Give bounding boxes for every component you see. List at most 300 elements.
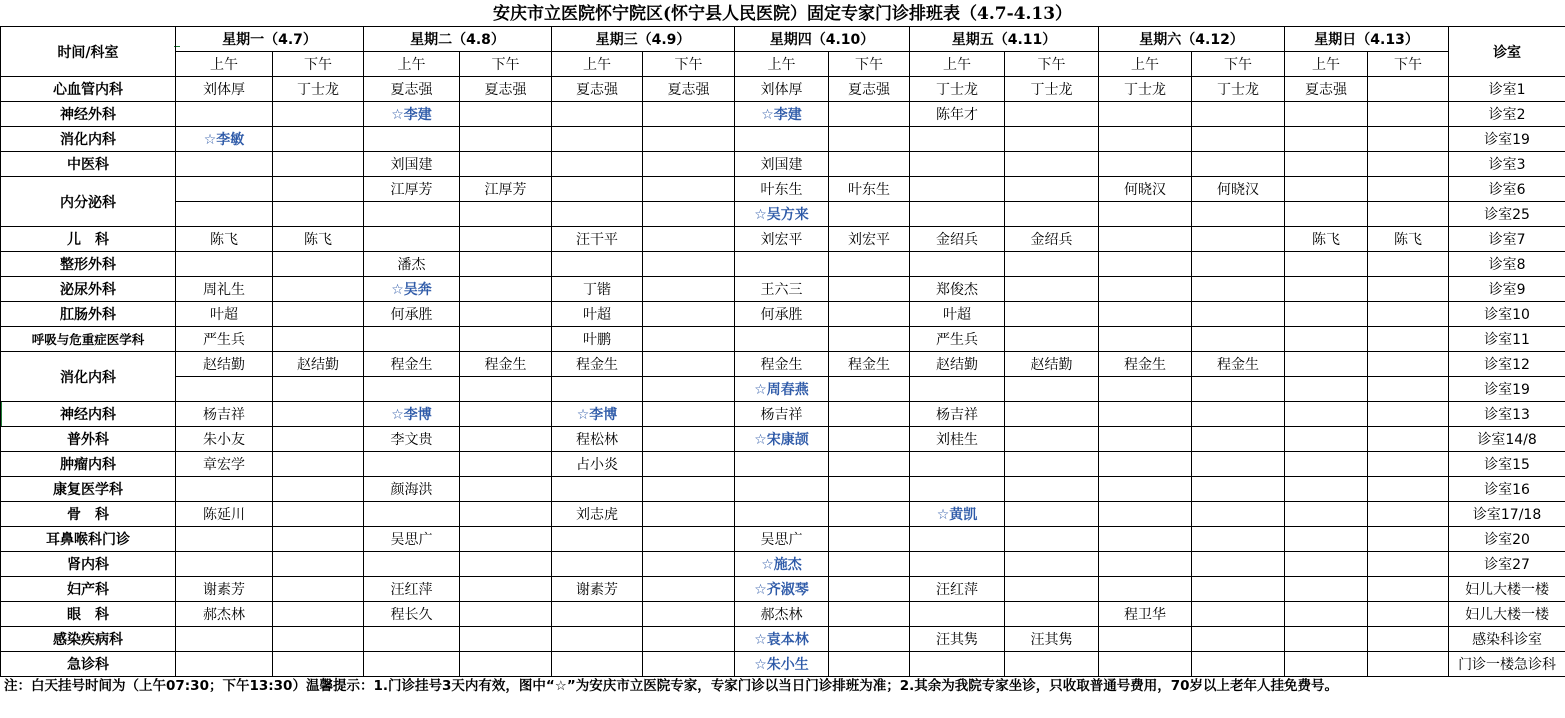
doctor-cell bbox=[1099, 177, 1192, 202]
doctor-name: 潘杰 bbox=[397, 257, 426, 273]
page-title: 安庆市立医院怀宁院区(怀宁县人民医院）固定专家门诊排班表（4.7-4.13） bbox=[492, 4, 1073, 24]
doctor-cell bbox=[460, 477, 552, 502]
doctor-name: 陈年才 bbox=[936, 107, 979, 123]
doctor-cell bbox=[460, 527, 552, 552]
doctor-name: 叶鹏 bbox=[583, 332, 611, 348]
doctor-cell bbox=[1005, 102, 1099, 127]
doctor-cell bbox=[1285, 202, 1368, 227]
doctor-cell bbox=[1285, 277, 1368, 302]
dept-cell: 妇产科 bbox=[1, 577, 176, 602]
doctor-cell bbox=[1005, 652, 1099, 677]
doctor-name: 赵结勤 bbox=[936, 357, 979, 373]
doctor-cell bbox=[552, 577, 643, 602]
pm-header: 下午 bbox=[460, 52, 552, 77]
doctor-cell bbox=[1005, 302, 1099, 327]
doctor-name: 李文贵 bbox=[390, 432, 433, 448]
dept-column-header: 时间/科室 bbox=[1, 27, 176, 77]
doctor-cell bbox=[643, 277, 735, 302]
table-row bbox=[1, 127, 1565, 152]
doctor-name: 叶超 bbox=[583, 307, 611, 323]
doctor-cell bbox=[829, 77, 910, 102]
doctor-cell bbox=[910, 202, 1005, 227]
day-header: 星期二（4.8） bbox=[364, 27, 552, 52]
doctor-cell bbox=[1285, 352, 1368, 377]
doctor-cell bbox=[1192, 352, 1285, 377]
doctor-name: 汪其隽 bbox=[936, 632, 979, 648]
doctor-cell bbox=[643, 627, 735, 652]
doctor-name: 叶超 bbox=[943, 307, 972, 323]
table-row bbox=[1, 152, 1565, 177]
doctor-cell bbox=[829, 352, 910, 377]
doctor-cell bbox=[1192, 102, 1285, 127]
doctor-cell bbox=[1285, 477, 1368, 502]
dept-cell: 肿瘤内科 bbox=[1, 452, 176, 477]
doctor-cell bbox=[176, 102, 273, 127]
table-row bbox=[1, 327, 1565, 352]
doctor-cell bbox=[460, 177, 552, 202]
table-row bbox=[1, 302, 1565, 327]
doctor-cell bbox=[1285, 77, 1368, 102]
doctor-name: 程金生 bbox=[390, 357, 433, 373]
doctor-name: 程金生 bbox=[760, 357, 803, 373]
table-row bbox=[1, 402, 1565, 427]
doctor-cell bbox=[1368, 152, 1449, 177]
doctor-cell bbox=[1005, 602, 1099, 627]
doctor-name: 丁士龙 bbox=[936, 82, 979, 98]
doctor-cell bbox=[1285, 627, 1368, 652]
doctor-name: 陈飞 bbox=[1312, 232, 1341, 248]
doctor-cell bbox=[735, 502, 829, 527]
doctor-name: 刘宏平 bbox=[848, 232, 890, 248]
doctor-cell bbox=[1099, 427, 1192, 452]
visiting-expert-name: ☆袁本林 bbox=[754, 632, 809, 648]
doctor-cell bbox=[273, 527, 364, 552]
doctor-cell bbox=[1099, 527, 1192, 552]
doctor-name: 何承胜 bbox=[390, 307, 433, 323]
doctor-cell bbox=[176, 227, 273, 252]
doctor-cell bbox=[1368, 452, 1449, 477]
doctor-cell bbox=[1368, 277, 1449, 302]
doctor-name: 何晓汉 bbox=[1217, 182, 1260, 198]
doctor-cell bbox=[1192, 152, 1285, 177]
doctor-cell bbox=[552, 652, 643, 677]
dept-cell: 急诊科 bbox=[1, 652, 176, 677]
doctor-cell bbox=[176, 302, 273, 327]
visiting-expert-name: ☆李博 bbox=[391, 407, 432, 423]
table-row bbox=[1, 452, 1565, 477]
table-row bbox=[1, 77, 1565, 102]
doctor-cell bbox=[735, 577, 829, 602]
doctor-cell bbox=[735, 477, 829, 502]
table-row bbox=[1, 227, 1565, 252]
doctor-name: 谢素芳 bbox=[576, 582, 618, 598]
doctor-cell bbox=[273, 627, 364, 652]
pm-header: 下午 bbox=[1005, 52, 1099, 77]
doctor-cell bbox=[1005, 527, 1099, 552]
doctor-cell bbox=[1368, 327, 1449, 352]
doctor-cell bbox=[273, 602, 364, 627]
visiting-expert-name: ☆黄凯 bbox=[936, 507, 978, 523]
doctor-cell bbox=[910, 352, 1005, 377]
doctor-cell bbox=[829, 477, 910, 502]
doctor-name: 陈飞 bbox=[210, 232, 238, 248]
doctor-cell bbox=[364, 377, 460, 402]
doctor-name: 江厚芳 bbox=[484, 182, 527, 198]
doctor-cell bbox=[735, 127, 829, 152]
doctor-cell bbox=[552, 527, 643, 552]
doctor-cell bbox=[735, 652, 829, 677]
doctor-cell bbox=[364, 552, 460, 577]
doctor-cell bbox=[364, 502, 460, 527]
room-cell: 感染科诊室 bbox=[1449, 627, 1565, 652]
doctor-name: 严生兵 bbox=[203, 332, 245, 348]
doctor-cell bbox=[1192, 127, 1285, 152]
doctor-cell bbox=[273, 652, 364, 677]
doctor-name: 杨吉祥 bbox=[760, 407, 803, 423]
doctor-cell bbox=[1005, 452, 1099, 477]
visiting-expert-name: ☆周春燕 bbox=[754, 382, 809, 398]
doctor-cell bbox=[1285, 302, 1368, 327]
doctor-name: 叶东生 bbox=[760, 182, 803, 198]
doctor-name: 刘志虎 bbox=[576, 507, 618, 523]
table-row bbox=[1, 102, 1565, 127]
doctor-cell bbox=[1192, 77, 1285, 102]
doctor-cell bbox=[273, 427, 364, 452]
doctor-cell bbox=[643, 77, 735, 102]
dept-cell: 心血管内科 bbox=[1, 77, 176, 102]
doctor-cell bbox=[643, 352, 735, 377]
visiting-expert-name: ☆李建 bbox=[391, 107, 432, 123]
doctor-cell bbox=[1192, 652, 1285, 677]
table-row bbox=[1, 602, 1565, 627]
room-cell: 门诊一楼急诊科 bbox=[1449, 652, 1565, 677]
doctor-cell bbox=[273, 502, 364, 527]
doctor-cell bbox=[552, 502, 643, 527]
doctor-name: 丁锴 bbox=[583, 282, 611, 298]
doctor-cell bbox=[910, 502, 1005, 527]
doctor-cell bbox=[176, 602, 273, 627]
dept-cell: 眼 科 bbox=[1, 602, 176, 627]
doctor-name: 程金生 bbox=[848, 357, 890, 373]
doctor-cell bbox=[1368, 252, 1449, 277]
doctor-cell bbox=[1005, 352, 1099, 377]
day-header: 星期三（4.9） bbox=[552, 27, 735, 52]
doctor-cell bbox=[735, 402, 829, 427]
doctor-cell bbox=[460, 302, 552, 327]
doctor-cell bbox=[273, 402, 364, 427]
doctor-cell bbox=[552, 177, 643, 202]
doctor-cell bbox=[1285, 527, 1368, 552]
doctor-cell bbox=[735, 427, 829, 452]
doctor-cell bbox=[1192, 177, 1285, 202]
doctor-cell bbox=[829, 652, 910, 677]
doctor-cell bbox=[364, 452, 460, 477]
doctor-cell bbox=[829, 427, 910, 452]
table-row bbox=[1, 477, 1565, 502]
doctor-cell bbox=[273, 152, 364, 177]
room-cell: 诊室17/18 bbox=[1449, 502, 1565, 527]
doctor-cell bbox=[176, 77, 273, 102]
doctor-cell bbox=[1368, 652, 1449, 677]
doctor-cell bbox=[364, 627, 460, 652]
doctor-name: 丁士龙 bbox=[1030, 82, 1073, 98]
doctor-cell bbox=[829, 377, 910, 402]
doctor-cell bbox=[1005, 152, 1099, 177]
doctor-cell bbox=[176, 352, 273, 377]
doctor-cell bbox=[829, 527, 910, 552]
doctor-cell bbox=[364, 527, 460, 552]
doctor-cell bbox=[460, 377, 552, 402]
doctor-cell bbox=[910, 327, 1005, 352]
doctor-cell bbox=[910, 102, 1005, 127]
doctor-cell bbox=[829, 127, 910, 152]
doctor-cell bbox=[735, 277, 829, 302]
doctor-name: 陈延川 bbox=[203, 507, 245, 523]
doctor-cell bbox=[273, 302, 364, 327]
doctor-cell bbox=[1368, 552, 1449, 577]
doctor-cell bbox=[910, 277, 1005, 302]
doctor-cell bbox=[1099, 127, 1192, 152]
doctor-cell bbox=[460, 77, 552, 102]
doctor-cell bbox=[364, 327, 460, 352]
doctor-cell bbox=[1368, 77, 1449, 102]
doctor-cell bbox=[1099, 552, 1192, 577]
doctor-name: 吴思广 bbox=[390, 532, 433, 548]
pm-header: 下午 bbox=[1192, 52, 1285, 77]
doctor-cell bbox=[552, 202, 643, 227]
doctor-cell bbox=[1285, 652, 1368, 677]
doctor-cell bbox=[1368, 602, 1449, 627]
doctor-cell bbox=[552, 452, 643, 477]
doctor-cell bbox=[460, 327, 552, 352]
doctor-name: 程松林 bbox=[576, 432, 618, 448]
room-cell: 诊室1 bbox=[1449, 77, 1565, 102]
doctor-cell bbox=[910, 627, 1005, 652]
doctor-cell bbox=[176, 127, 273, 152]
doctor-cell bbox=[1005, 177, 1099, 202]
dept-cell: 肛肠外科 bbox=[1, 302, 176, 327]
doctor-cell bbox=[829, 227, 910, 252]
dept-cell: 内分泌科 bbox=[1, 177, 176, 227]
doctor-cell bbox=[1099, 152, 1192, 177]
dept-cell: 神经内科 bbox=[1, 402, 176, 427]
doctor-cell bbox=[176, 402, 273, 427]
doctor-cell bbox=[552, 402, 643, 427]
doctor-name: 赵结勤 bbox=[297, 357, 339, 373]
doctor-cell bbox=[643, 452, 735, 477]
room-cell: 诊室2 bbox=[1449, 102, 1565, 127]
doctor-cell bbox=[1005, 627, 1099, 652]
doctor-cell bbox=[910, 452, 1005, 477]
doctor-cell bbox=[364, 77, 460, 102]
room-cell: 诊室13 bbox=[1449, 402, 1565, 427]
visiting-expert-name: ☆李敏 bbox=[203, 132, 245, 148]
doctor-name: 谢素芳 bbox=[203, 582, 245, 598]
doctor-cell bbox=[176, 277, 273, 302]
doctor-cell bbox=[552, 302, 643, 327]
doctor-name: 程金生 bbox=[1124, 357, 1167, 373]
doctor-cell bbox=[273, 352, 364, 377]
doctor-cell bbox=[910, 227, 1005, 252]
doctor-cell bbox=[910, 427, 1005, 452]
doctor-cell bbox=[643, 177, 735, 202]
doctor-cell bbox=[273, 552, 364, 577]
doctor-cell bbox=[1099, 327, 1192, 352]
doctor-name: 刘国建 bbox=[760, 157, 803, 173]
doctor-name: 金绍兵 bbox=[1030, 232, 1073, 248]
room-cell: 诊室11 bbox=[1449, 327, 1565, 352]
dept-cell: 消化内科 bbox=[1, 127, 176, 152]
doctor-cell bbox=[1099, 627, 1192, 652]
doctor-name: 郝杰林 bbox=[203, 607, 245, 623]
doctor-cell bbox=[176, 552, 273, 577]
doctor-cell bbox=[1099, 577, 1192, 602]
doctor-cell bbox=[735, 177, 829, 202]
doctor-cell bbox=[910, 477, 1005, 502]
doctor-cell bbox=[829, 577, 910, 602]
doctor-cell bbox=[1099, 227, 1192, 252]
am-header: 上午 bbox=[552, 52, 643, 77]
doctor-name: 郝杰林 bbox=[760, 607, 803, 623]
doctor-name: 程卫华 bbox=[1124, 607, 1167, 623]
doctor-name: 刘桂生 bbox=[936, 432, 979, 448]
doctor-cell bbox=[1192, 577, 1285, 602]
doctor-cell bbox=[1285, 327, 1368, 352]
doctor-cell bbox=[460, 602, 552, 627]
doctor-cell bbox=[1368, 402, 1449, 427]
room-cell: 诊室6 bbox=[1449, 177, 1565, 202]
doctor-cell bbox=[829, 502, 910, 527]
doctor-cell bbox=[910, 577, 1005, 602]
doctor-cell bbox=[273, 227, 364, 252]
room-cell: 诊室10 bbox=[1449, 302, 1565, 327]
doctor-name: 汪干平 bbox=[576, 232, 618, 248]
doctor-name: 夏志强 bbox=[576, 82, 618, 98]
doctor-cell bbox=[273, 452, 364, 477]
room-cell: 诊室3 bbox=[1449, 152, 1565, 177]
room-cell: 诊室9 bbox=[1449, 277, 1565, 302]
table-row bbox=[1, 577, 1565, 602]
doctor-name: 陈飞 bbox=[1394, 232, 1423, 248]
dept-cell: 骨 科 bbox=[1, 502, 176, 527]
doctor-name: 汪其隽 bbox=[1030, 632, 1073, 648]
doctor-cell bbox=[1005, 427, 1099, 452]
doctor-cell bbox=[273, 202, 364, 227]
doctor-name: 陈飞 bbox=[304, 232, 332, 248]
doctor-cell bbox=[829, 627, 910, 652]
doctor-cell bbox=[273, 577, 364, 602]
doctor-cell bbox=[552, 602, 643, 627]
am-header: 上午 bbox=[735, 52, 829, 77]
doctor-cell bbox=[364, 177, 460, 202]
schedule-table bbox=[0, 26, 1565, 677]
doctor-cell bbox=[364, 602, 460, 627]
doctor-cell bbox=[1005, 127, 1099, 152]
doctor-name: 杨吉祥 bbox=[936, 407, 979, 423]
doctor-cell bbox=[176, 202, 273, 227]
doctor-name: 丁士龙 bbox=[1124, 82, 1167, 98]
doctor-name: 何晓汉 bbox=[1124, 182, 1167, 198]
visiting-expert-name: ☆朱小生 bbox=[754, 657, 809, 673]
doctor-cell bbox=[1192, 227, 1285, 252]
doctor-cell bbox=[735, 602, 829, 627]
doctor-cell bbox=[1192, 502, 1285, 527]
doctor-cell bbox=[643, 102, 735, 127]
doctor-cell bbox=[1192, 402, 1285, 427]
doctor-name: 刘国建 bbox=[390, 157, 433, 173]
visiting-expert-name: ☆宋康颉 bbox=[754, 432, 809, 448]
room-cell: 诊室25 bbox=[1449, 202, 1565, 227]
doctor-cell bbox=[643, 577, 735, 602]
doctor-cell bbox=[364, 427, 460, 452]
doctor-cell bbox=[552, 327, 643, 352]
doctor-cell bbox=[643, 652, 735, 677]
doctor-cell bbox=[364, 252, 460, 277]
doctor-cell bbox=[1005, 552, 1099, 577]
room-column-header: 诊室 bbox=[1449, 27, 1565, 77]
doctor-cell bbox=[643, 327, 735, 352]
doctor-cell bbox=[1285, 502, 1368, 527]
doctor-cell bbox=[1285, 377, 1368, 402]
table-row bbox=[1, 277, 1565, 302]
visiting-expert-name: ☆齐淑琴 bbox=[754, 582, 809, 598]
doctor-cell bbox=[176, 427, 273, 452]
doctor-cell bbox=[1099, 602, 1192, 627]
doctor-cell bbox=[910, 177, 1005, 202]
doctor-cell bbox=[552, 252, 643, 277]
dept-cell: 感染疾病科 bbox=[1, 627, 176, 652]
doctor-cell bbox=[1192, 552, 1285, 577]
doctor-cell bbox=[910, 77, 1005, 102]
doctor-name: 叶东生 bbox=[848, 182, 890, 198]
doctor-name: 丁士龙 bbox=[1217, 82, 1260, 98]
doctor-cell bbox=[1192, 377, 1285, 402]
visiting-expert-name: ☆李建 bbox=[761, 107, 802, 123]
dept-cell: 泌尿外科 bbox=[1, 277, 176, 302]
doctor-name: 郑俊杰 bbox=[936, 282, 979, 298]
day-header: 星期五（4.11） bbox=[910, 27, 1099, 52]
doctor-cell bbox=[643, 227, 735, 252]
doctor-cell bbox=[910, 527, 1005, 552]
doctor-cell bbox=[643, 427, 735, 452]
doctor-cell bbox=[643, 402, 735, 427]
doctor-cell bbox=[910, 127, 1005, 152]
doctor-cell bbox=[643, 502, 735, 527]
doctor-name: 金绍兵 bbox=[936, 232, 979, 248]
doctor-cell bbox=[460, 652, 552, 677]
doctor-name: 丁士龙 bbox=[297, 82, 339, 98]
visiting-expert-name: ☆施杰 bbox=[761, 557, 802, 573]
doctor-name: 赵结勤 bbox=[203, 357, 245, 373]
doctor-cell bbox=[1285, 577, 1368, 602]
doctor-cell bbox=[1368, 302, 1449, 327]
doctor-cell bbox=[273, 377, 364, 402]
doctor-cell bbox=[460, 552, 552, 577]
doctor-cell bbox=[735, 527, 829, 552]
doctor-cell bbox=[643, 152, 735, 177]
table-row bbox=[1, 352, 1565, 377]
doctor-name: 叶超 bbox=[210, 307, 238, 323]
dept-cell: 肾内科 bbox=[1, 552, 176, 577]
doctor-cell bbox=[735, 202, 829, 227]
doctor-cell bbox=[1285, 427, 1368, 452]
doctor-cell bbox=[829, 552, 910, 577]
doctor-cell bbox=[1368, 352, 1449, 377]
doctor-cell bbox=[1368, 127, 1449, 152]
doctor-cell bbox=[1099, 102, 1192, 127]
doctor-name: 严生兵 bbox=[936, 332, 979, 348]
doctor-cell bbox=[1285, 402, 1368, 427]
